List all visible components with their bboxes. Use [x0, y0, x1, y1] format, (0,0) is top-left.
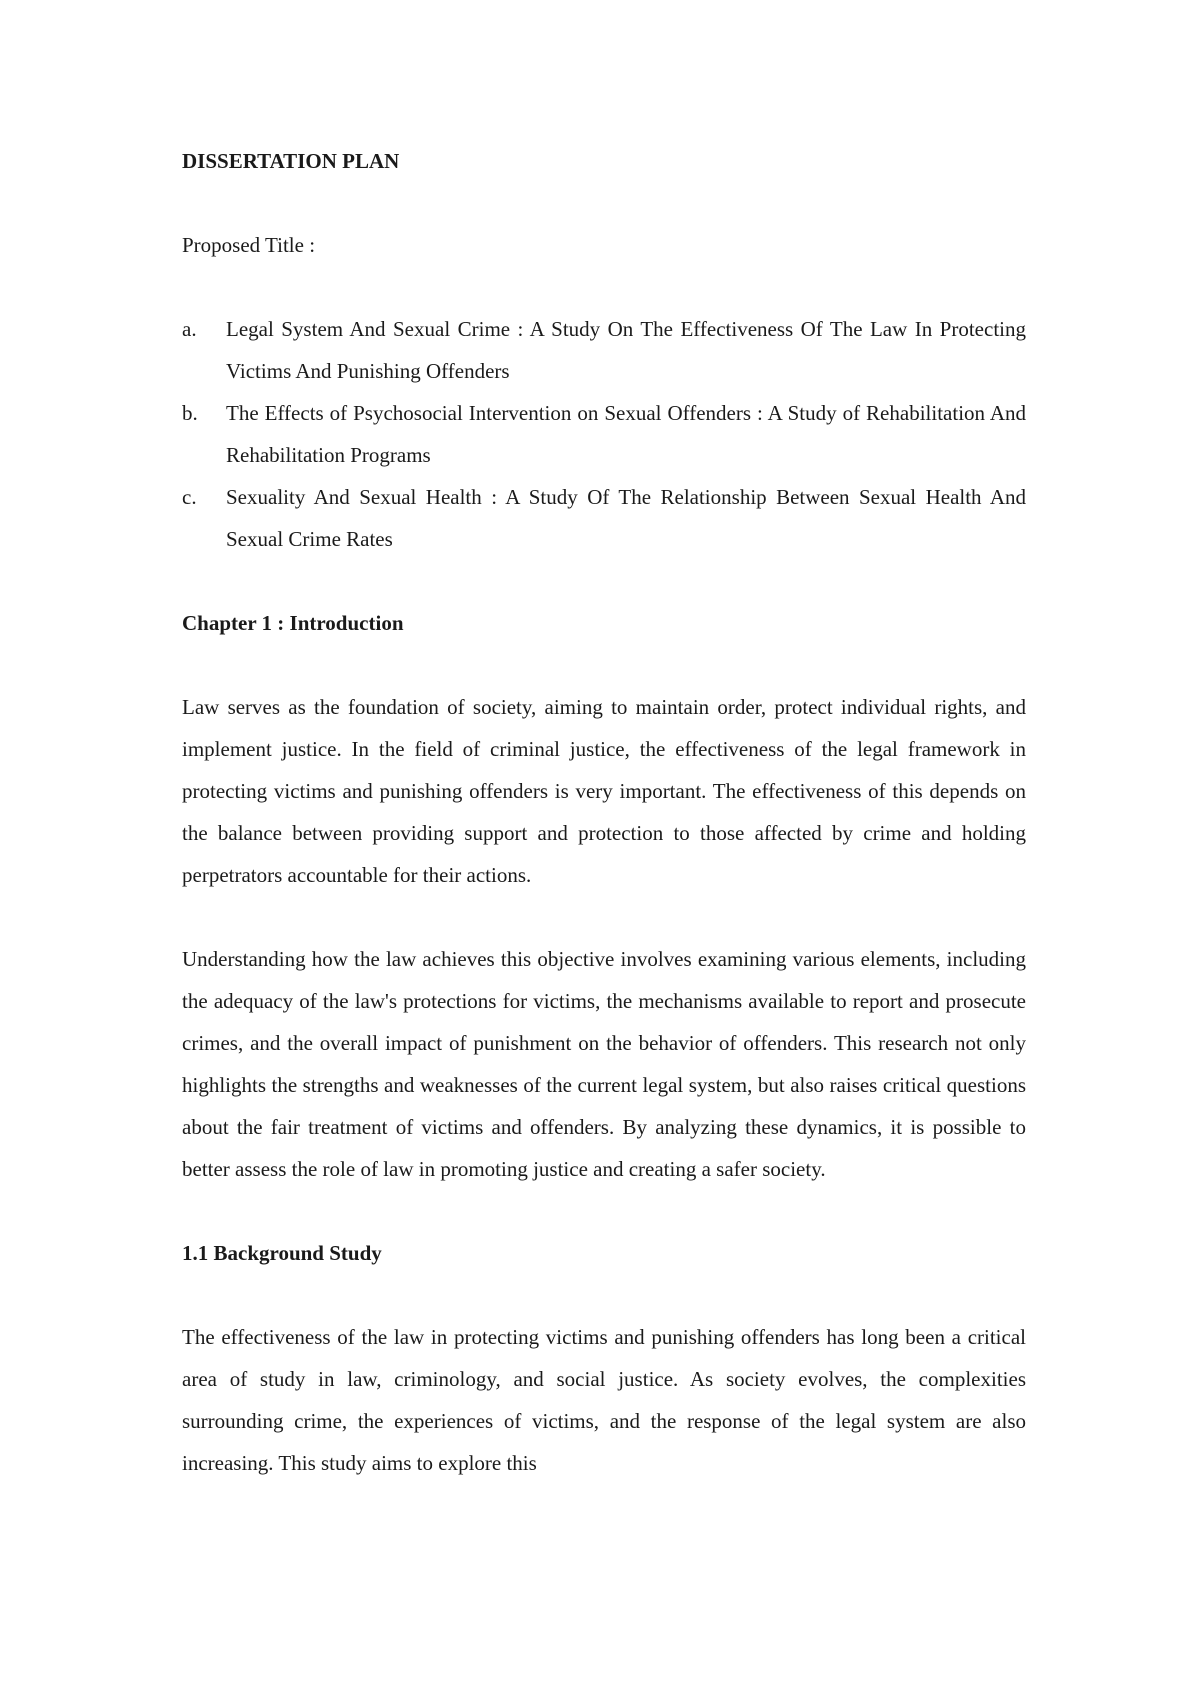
list-item [182, 476, 1026, 560]
spacer [182, 644, 1026, 686]
list-marker: b. [182, 401, 198, 425]
list-item [182, 392, 1026, 476]
spacer [182, 266, 1026, 308]
section-heading: 1.1 Background Study [182, 1241, 382, 1265]
document-page [182, 140, 1026, 1484]
paragraph: The effectiveness of the law in protecting victims and punishing offenders has long been a critical area of study in law, criminology, and social justice. As society evolves, the complexities surrounding crime, the experiences of victims, and the response of the legal system are also increasing. This study aims to explore this [182, 1325, 1026, 1475]
list-item [182, 308, 1026, 392]
title-text: Legal System And Sexual Crime : A Study On The Effectiveness Of The Law In Protecting Victims And Punishing Offenders [226, 317, 1026, 383]
paragraph: Understanding how the law achieves this objective involves examining various elements, including the adequacy of the law's protections for victims, the mechanisms available to report and prosecute crimes, and the overall impact of punishment on the behavior of offenders. This research not only highlights the strengths and weaknesses of the current legal system, but also raises critical questions about the fair treatment of victims and offenders. By analyzing these dynamics, it is possible to better assess the role of law in promoting justice and creating a safer society. [182, 947, 1026, 1181]
title-text: The Effects of Psychosocial Intervention on Sexual Offenders : A Study of Rehabilitation And Rehabilitation Programs [226, 401, 1026, 467]
spacer [182, 560, 1026, 602]
spacer [182, 1274, 1026, 1316]
spacer [182, 1190, 1026, 1232]
list-marker: a. [182, 317, 197, 341]
document-heading: DISSERTATION PLAN [182, 149, 400, 173]
spacer [182, 182, 1026, 224]
proposed-titles-list [182, 308, 1026, 560]
title-text: Sexuality And Sexual Health : A Study Of The Relationship Between Sexual Health And Sexual Crime Rates [226, 485, 1026, 551]
proposed-title-label: Proposed Title : [182, 233, 316, 257]
list-marker: c. [182, 485, 197, 509]
spacer [182, 896, 1026, 938]
paragraph: Law serves as the foundation of society, aiming to maintain order, protect individual rights, and implement justice. In the field of criminal justice, the effectiveness of the legal framework in protecting victims and punishing offenders is very important. The effectiveness of this depends on the balance between providing support and protection to those affected by crime and holding perpetrators accountable for their actions. [182, 695, 1026, 887]
chapter-heading: Chapter 1 : Introduction [182, 611, 404, 635]
